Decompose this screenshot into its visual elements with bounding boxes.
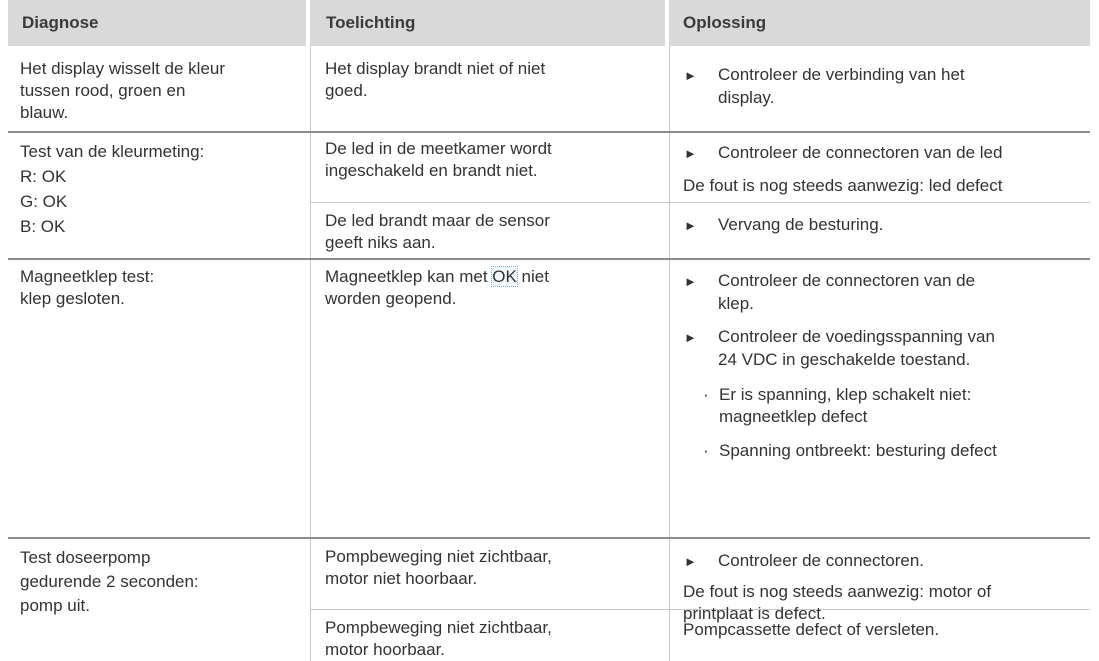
text-line: motor hoorbaar. (325, 640, 446, 659)
row4-diagnose (20, 546, 199, 618)
step-text: Vervang de besturing. (718, 215, 884, 234)
step-text: klep. (718, 294, 754, 313)
row2a-toelichting (325, 138, 552, 182)
text-line: pomp uit. (20, 596, 90, 615)
text-part: Magneetklep kan met (325, 267, 493, 286)
row2b-oplossing (684, 214, 883, 237)
row1-oplossing (684, 64, 965, 109)
text-line: tussen rood, groen en (20, 81, 186, 100)
text-line: ingeschakeld en brandt niet. (325, 161, 538, 180)
header-diagnose: Diagnose (22, 13, 99, 32)
row-divider (8, 258, 1090, 260)
step-arrow-icon: ► (684, 554, 697, 569)
text-line: Pompbeweging niet zichtbaar, (325, 618, 552, 637)
header-oplossing: Oplossing (683, 13, 767, 32)
text-line: De fout is nog steeds aanwezig: motor of (683, 582, 992, 601)
header-toelichting: Toelichting (326, 13, 416, 32)
row2-diagnose (20, 140, 204, 239)
sub-text: Er is spanning, klep schakelt niet: (719, 385, 972, 404)
step-text: Controleer de connectoren van de (718, 271, 976, 290)
row4a-oplossing (684, 550, 924, 573)
sub-bullet-icon: · (703, 441, 709, 460)
ok-label: OK (492, 267, 517, 286)
column-divider (310, 46, 311, 661)
sub-text: magneetklep defect (719, 407, 868, 426)
text-line: Test van de kleurmeting: (20, 142, 205, 161)
text-line: G: OK (20, 192, 68, 211)
text-line: worden geopend. (325, 289, 457, 308)
text-line: printplaat is defect. (683, 604, 826, 623)
step-text: Controleer de verbinding van het (718, 65, 965, 84)
row3-step1 (684, 270, 975, 315)
row-divider (8, 131, 1090, 133)
text-line: De led brandt maar de sensor (325, 211, 550, 230)
text-line: klep gesloten. (20, 289, 125, 308)
step-text: 24 VDC in geschakelde toestand. (718, 350, 971, 369)
text-line: Magneetklep test: (20, 267, 155, 286)
row2a-oplossing (684, 142, 1002, 165)
step-text: Controleer de connectoren van de led (718, 143, 1003, 162)
text-line: R: OK (20, 167, 67, 186)
row3-sub1 (703, 384, 971, 428)
sub-bullet-icon: · (703, 385, 709, 404)
text-line: Test doseerpomp (20, 548, 151, 567)
row-divider (8, 537, 1090, 539)
row3-sub2 (703, 440, 997, 462)
row4b-oplossing: Pompcassette defect of versleten. (683, 620, 940, 639)
row2b-toelichting (325, 210, 550, 254)
text-line: motor niet hoorbaar. (325, 569, 478, 588)
row1-toelichting (325, 58, 545, 102)
row3-toelichting (325, 266, 549, 310)
column-divider (669, 46, 670, 661)
step-arrow-icon: ► (684, 68, 697, 83)
text-line: Pompbeweging niet zichtbaar, (325, 547, 552, 566)
text-line: Het display wisselt de kleur (20, 59, 226, 78)
text-line: geeft niks aan. (325, 233, 436, 252)
text-line: blauw. (20, 103, 69, 122)
row2a-note: De fout is nog steeds aanwezig: led defect (683, 176, 1003, 195)
step-text: display. (718, 88, 775, 107)
step-arrow-icon: ► (684, 330, 697, 345)
step-text: Controleer de connectoren. (718, 551, 925, 570)
sub-text: Spanning ontbreekt: besturing defect (719, 441, 997, 460)
text-line: Het display brandt niet of niet (325, 59, 546, 78)
row4b-toelichting (325, 617, 552, 661)
row3-diagnose (20, 266, 154, 310)
text-line: B: OK (20, 217, 66, 236)
row3-step2 (684, 326, 995, 371)
text-line: De led in de meetkamer wordt (325, 139, 552, 158)
text-line: gedurende 2 seconden: (20, 572, 199, 591)
step-arrow-icon: ► (684, 146, 697, 161)
row4a-toelichting (325, 546, 552, 590)
step-arrow-icon: ► (684, 218, 697, 233)
text-line: goed. (325, 81, 368, 100)
step-text: Controleer de voedingsspanning van (718, 327, 995, 346)
text-part: niet (516, 267, 549, 286)
row1-diagnose (20, 58, 225, 124)
row-divider (310, 202, 1090, 203)
step-arrow-icon: ► (684, 274, 697, 289)
